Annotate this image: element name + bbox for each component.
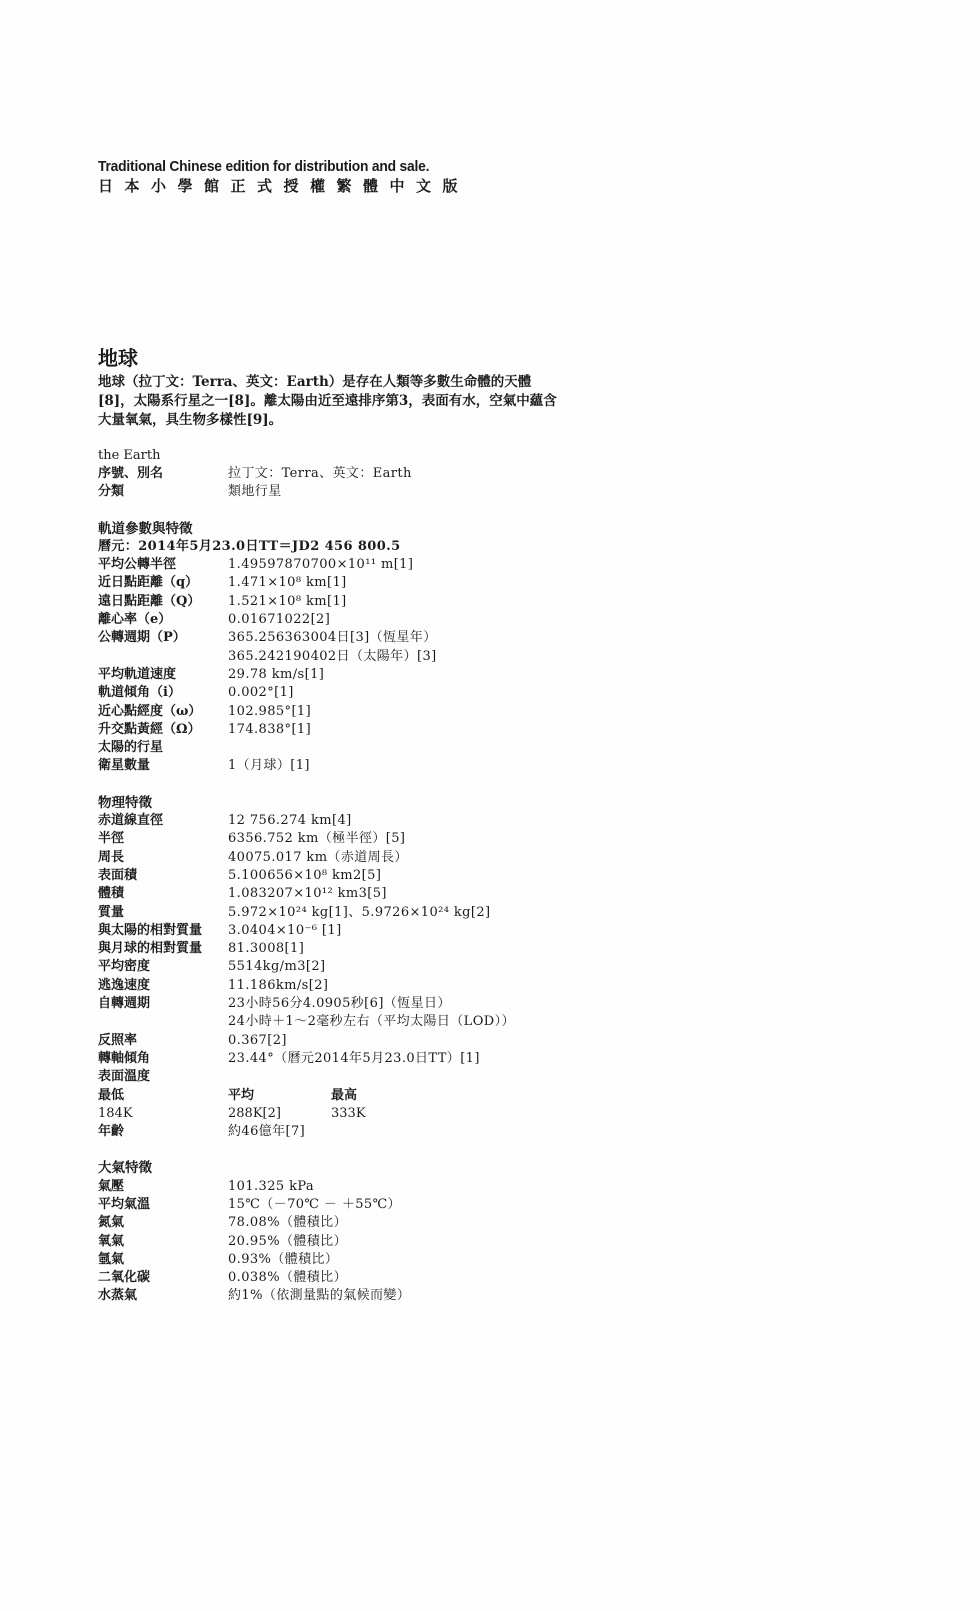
orbital-row <box>98 666 568 684</box>
row-value: 1（月球）[1] <box>228 758 310 774</box>
orbital-row <box>98 629 568 647</box>
row-key: 升交點黃經（Ω） <box>98 721 201 737</box>
basic-info <box>98 465 568 502</box>
atmosphere-rows <box>98 1178 568 1306</box>
physical-row <box>98 995 568 1013</box>
atmosphere-row <box>98 1251 568 1269</box>
physical-row <box>98 812 568 830</box>
physical-row <box>98 958 568 976</box>
row-key: 離心率（e） <box>98 612 172 628</box>
orbital-rows <box>98 556 568 776</box>
row-value: 5514kg/m3[2] <box>228 959 326 975</box>
row-value: 1.49597870700×10¹¹ m[1] <box>228 557 414 573</box>
row-key: 半徑 <box>98 831 125 847</box>
physical-row <box>98 977 568 995</box>
row-value: 40075.017 km（赤道周長） <box>228 849 408 865</box>
row-value: 29.78 km/s[1] <box>228 666 325 682</box>
row-key: 公轉週期（P） <box>98 630 186 646</box>
temp-label-min: 最低 <box>98 1087 125 1103</box>
epoch-text: 曆元：2014年5月23.0日TT＝JD2 456 800.5 <box>98 538 401 554</box>
row-key: 平均軌道速度 <box>98 666 177 682</box>
row-key: 氬氣 <box>98 1251 125 1267</box>
row-key: 氮氣 <box>98 1215 125 1231</box>
row-key: 表面積 <box>98 867 138 883</box>
row-value: 5.100656×10⁸ km2[5] <box>228 867 382 883</box>
row-key: 赤道線直徑 <box>98 813 164 829</box>
physical-row <box>98 849 568 867</box>
atmosphere-row <box>98 1233 568 1251</box>
row-key: 序號、別名 <box>98 466 164 481</box>
row-key: 表面溫度 <box>98 1069 151 1085</box>
row-key: 衛星數量 <box>98 758 151 774</box>
row-key: 氧氣 <box>98 1233 125 1249</box>
temperature-values <box>98 1105 568 1123</box>
row-value: 5.972×10²⁴ kg[1]、5.9726×10²⁴ kg[2] <box>228 904 491 920</box>
atmosphere-row <box>98 1178 568 1196</box>
orbital-row <box>98 739 568 757</box>
row-key: 平均密度 <box>98 959 151 975</box>
row-key: 二氧化碳 <box>98 1270 151 1286</box>
row-value: 0.038%（體積比） <box>228 1270 347 1286</box>
row-value: 0.367[2] <box>228 1032 287 1048</box>
row-key: 分類 <box>98 484 125 500</box>
row-value: 1.521×10⁸ km[1] <box>228 593 347 609</box>
row-key: 反照率 <box>98 1032 138 1048</box>
row-value: 23.44°（曆元2014年5月23.0日TT）[1] <box>228 1050 480 1066</box>
atmosphere-row <box>98 1214 568 1232</box>
orbital-row <box>98 648 568 666</box>
edition-chinese: 日本小學館正式授權繁體中文版 <box>98 177 470 195</box>
section-heading: 軌道參數與特徵 <box>98 520 193 537</box>
row-key: 質量 <box>98 904 125 920</box>
row-value: 3.0404×10⁻⁶ [1] <box>228 922 342 938</box>
row-value: 12 756.274 km[4] <box>228 813 352 829</box>
row-key: 自轉週期 <box>98 996 151 1012</box>
age-row <box>98 1123 568 1141</box>
basic-row <box>98 465 568 483</box>
article-title: 地球 <box>98 346 138 370</box>
row-key: 周長 <box>98 849 125 865</box>
physical-rows <box>98 812 568 1086</box>
row-key <box>98 648 228 666</box>
physical-section <box>98 794 568 1142</box>
row-value: 20.95%（體積比） <box>228 1233 347 1249</box>
physical-row <box>98 922 568 940</box>
edition-notice <box>98 158 469 196</box>
row-key: 平均公轉半徑 <box>98 557 177 573</box>
row-key: 與太陽的相對質量 <box>98 922 203 938</box>
row-key: 年齡 <box>98 1124 125 1140</box>
row-value: 102.985°[1] <box>228 703 312 719</box>
atmosphere-row <box>98 1269 568 1287</box>
physical-row <box>98 1050 568 1068</box>
row-key: 軌道傾角（i） <box>98 685 181 701</box>
physical-row <box>98 830 568 848</box>
basic-row <box>98 483 568 501</box>
article-intro: 地球（拉丁文：Terra、英文：Earth）是存在人類等多數生命體的天體[8]，太陽系行星之一[8]。離太陽由近至遠排序第3，表面有水，空氣中蘊含大量氧氣，具生物多樣性[9]。 <box>98 374 557 428</box>
row-value: 類地行星 <box>228 484 282 500</box>
temp-label-avg: 平均 <box>228 1087 255 1103</box>
physical-row <box>98 1068 568 1086</box>
physical-row <box>98 940 568 958</box>
section-heading: 物理特徵 <box>98 794 152 811</box>
row-key: 轉軸傾角 <box>98 1050 151 1066</box>
row-value: 1.471×10⁸ km[1] <box>228 575 347 591</box>
section-heading: 大氣特徵 <box>98 1160 152 1177</box>
temp-value-min: 184K <box>98 1105 133 1121</box>
orbital-row <box>98 721 568 739</box>
orbital-row <box>98 611 568 629</box>
row-key: 逃逸速度 <box>98 977 151 993</box>
row-key: 太陽的行星 <box>98 740 164 756</box>
row-value: 365.256363004日[3]（恆星年） <box>228 630 437 646</box>
physical-row <box>98 885 568 903</box>
orbital-row <box>98 574 568 592</box>
row-value: 174.838°[1] <box>228 721 312 737</box>
atmosphere-row <box>98 1287 568 1305</box>
atmosphere-section <box>98 1159 568 1305</box>
temperature-labels <box>98 1087 568 1105</box>
physical-row <box>98 867 568 885</box>
epoch-line <box>98 538 568 556</box>
row-value: 365.242190402日（太陽年）[3] <box>228 648 437 664</box>
row-value: 約1%（依測量點的氣候而變） <box>228 1288 411 1304</box>
row-key <box>98 1013 228 1031</box>
row-value: 24小時＋1～2毫秒左右（平均太陽日（LOD）） <box>228 1014 515 1030</box>
row-value: 101.325 kPa <box>228 1178 315 1194</box>
row-key: 遠日點距離（Q） <box>98 593 201 609</box>
earth-article <box>98 345 568 1306</box>
row-key: 水蒸氣 <box>98 1288 138 1304</box>
orbital-section <box>98 520 568 776</box>
orbital-row <box>98 757 568 775</box>
orbital-row <box>98 556 568 574</box>
row-value: 0.93%（體積比） <box>228 1251 339 1267</box>
row-value: 15℃（－70℃ － ＋55℃） <box>228 1196 401 1212</box>
row-value: 11.186km/s[2] <box>228 977 329 993</box>
atmosphere-row <box>98 1196 568 1214</box>
row-value: 78.08%（體積比） <box>228 1215 347 1231</box>
physical-row <box>98 1013 568 1031</box>
orbital-row <box>98 703 568 721</box>
edition-english: Traditional Chinese edition for distribution and sale. <box>98 158 430 175</box>
row-key: 體積 <box>98 886 125 902</box>
row-value: 81.3008[1] <box>228 941 305 957</box>
row-key: 平均氣溫 <box>98 1196 151 1212</box>
row-value: 0.002°[1] <box>228 685 294 701</box>
row-key: 近日點距離（q） <box>98 575 199 591</box>
row-value: 23小時56分4.0905秒[6]（恆星日） <box>228 996 451 1012</box>
row-value: 6356.752 km（極半徑）[5] <box>228 831 406 847</box>
row-key: 氣壓 <box>98 1178 125 1194</box>
temp-value-avg: 288K[2] <box>228 1105 281 1121</box>
orbital-row <box>98 684 568 702</box>
temp-value-max: 333K <box>331 1105 366 1121</box>
row-value: 約46億年[7] <box>228 1124 306 1140</box>
row-key: 與月球的相對質量 <box>98 941 203 957</box>
article-subtitle: the Earth <box>98 448 161 463</box>
row-value: 0.01671022[2] <box>228 612 331 628</box>
row-value: 1.083207×10¹² km3[5] <box>228 886 387 902</box>
row-value: 拉丁文：Terra、英文：Earth <box>228 466 412 481</box>
temp-label-max: 最高 <box>331 1087 358 1103</box>
row-key: 近心點經度（ω） <box>98 703 202 719</box>
physical-row <box>98 1032 568 1050</box>
orbital-row <box>98 593 568 611</box>
physical-row <box>98 904 568 922</box>
